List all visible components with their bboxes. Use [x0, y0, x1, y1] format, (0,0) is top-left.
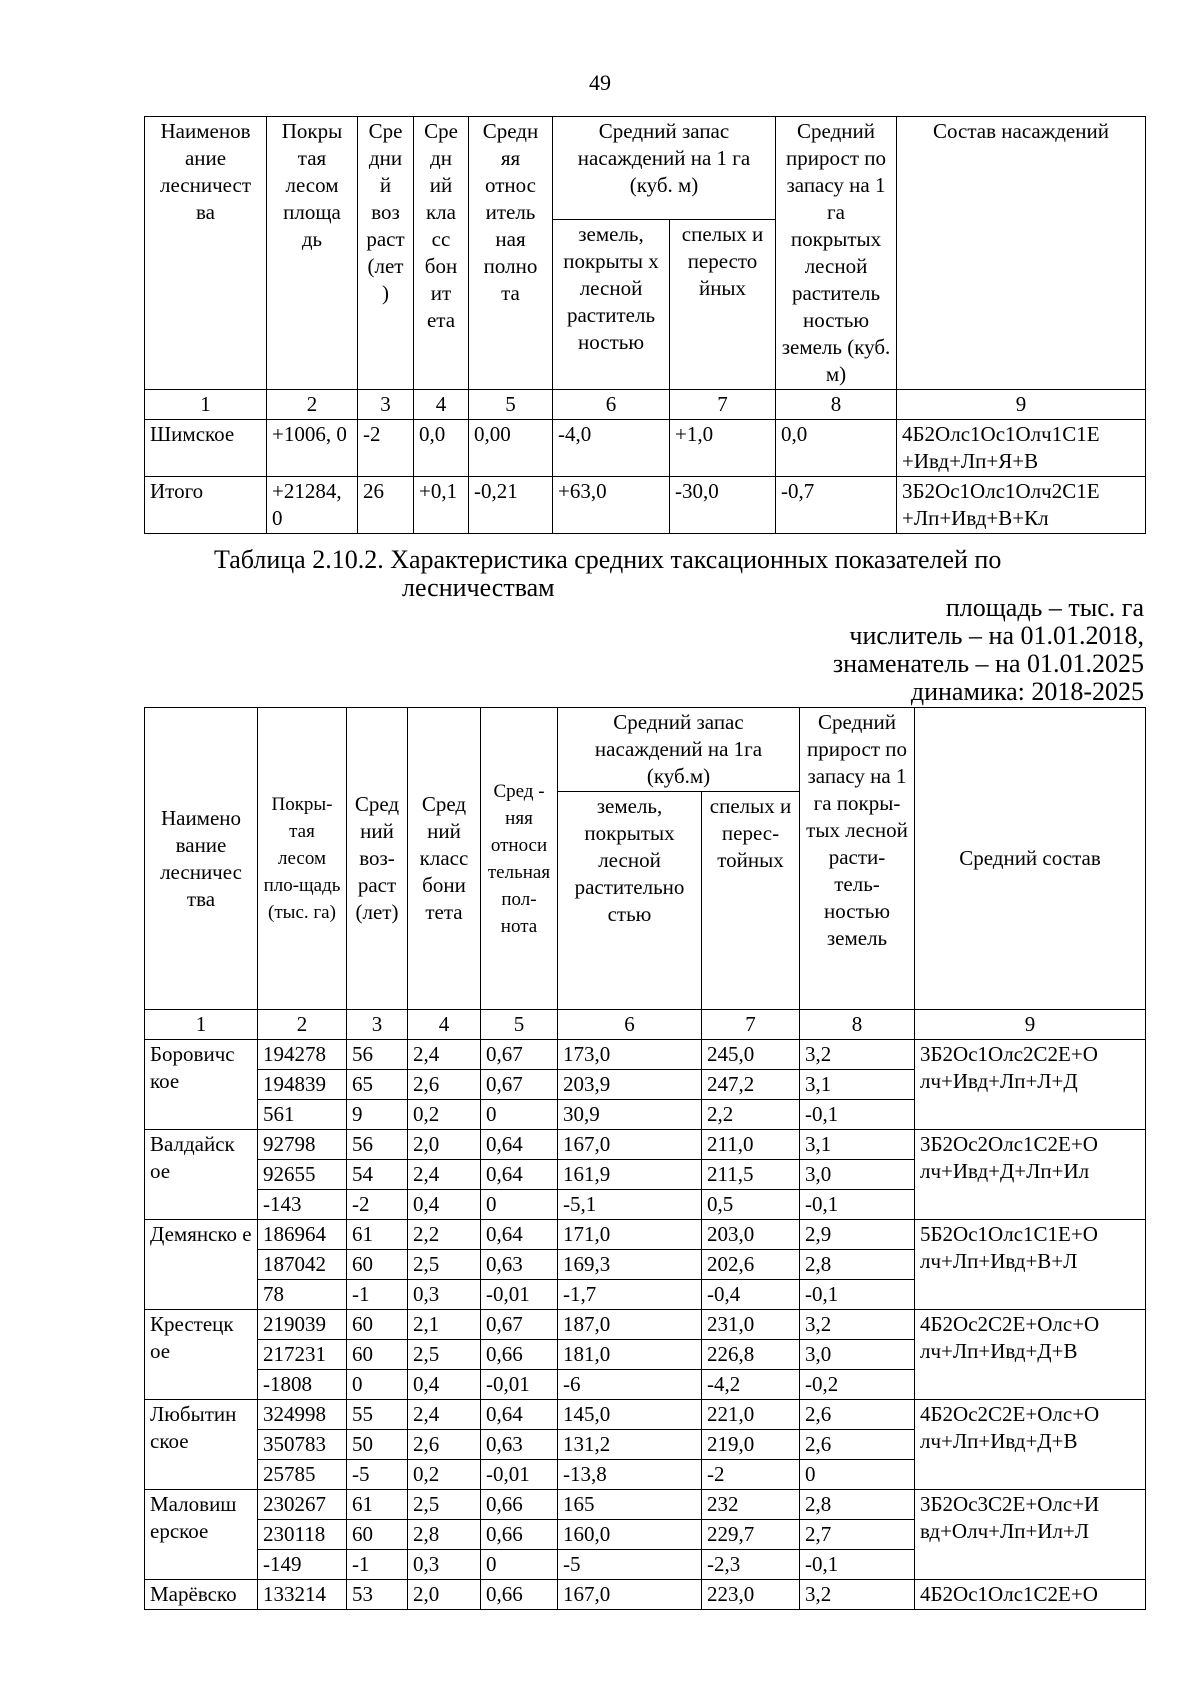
cell-stock-mature: 232: [702, 1490, 800, 1520]
cell-bonitet: 2,8: [408, 1520, 481, 1550]
cell-bonitet: 2,2: [408, 1220, 481, 1250]
header-name: Наимено вание лесничес тва: [145, 708, 258, 1010]
cell-stock-mature: 202,6: [702, 1250, 800, 1280]
cell-density: 0,63: [481, 1250, 558, 1280]
cell-stock-covered: -4,0: [553, 420, 670, 477]
table-row: [145, 1040, 1146, 1070]
table-row: [145, 420, 1146, 477]
cell-age: 50: [347, 1430, 408, 1460]
column-number: 6: [553, 390, 670, 420]
cell-area: 350783: [258, 1430, 347, 1460]
column-number: 8: [800, 1010, 915, 1040]
cell-growth: 2,6: [800, 1430, 915, 1460]
cell-bonitet: 0,4: [408, 1190, 481, 1220]
cell-growth: 3,0: [800, 1340, 915, 1370]
cell-bonitet: 2,0: [408, 1130, 481, 1160]
cell-bonitet: 0,4: [408, 1370, 481, 1400]
column-number: 5: [469, 390, 553, 420]
cell-age: 53: [347, 1580, 408, 1610]
column-number: 1: [145, 390, 267, 420]
table-row: [145, 1400, 1146, 1430]
cell-age: 60: [347, 1310, 408, 1340]
cell-growth: 0,0: [776, 420, 897, 477]
cell-growth: -0,1: [800, 1190, 915, 1220]
header-stock-covered: земель, покрытых лесной растительно стью: [558, 792, 702, 1010]
cell-area: 194839: [258, 1070, 347, 1100]
cell-composition: 4Б2Олс1Ос1Олч1С1Е +Ивд+Лп+Я+В: [897, 420, 1146, 477]
cell-area: 25785: [258, 1460, 347, 1490]
column-number: 4: [414, 390, 469, 420]
header-age: Сред ний воз- раст (лет): [347, 708, 408, 1010]
cell-stock-mature: 211,0: [702, 1130, 800, 1160]
cell-density: 0,67: [481, 1070, 558, 1100]
cell-stock-covered: 169,3: [558, 1250, 702, 1280]
cell-stock-covered: 161,9: [558, 1160, 702, 1190]
forestry-name: Валдайск ое: [145, 1130, 258, 1220]
forestry-name: Боровичс кое: [145, 1040, 258, 1130]
column-number: 2: [258, 1010, 347, 1040]
cell-stock-covered: -13,8: [558, 1460, 702, 1490]
cell-growth: -0,1: [800, 1550, 915, 1580]
column-number: 5: [481, 1010, 558, 1040]
cell-composition: 3Б2Ос1Олс2С2Е+О лч+Ивд+Лп+Л+Д: [915, 1040, 1146, 1130]
cell-density: 0,64: [481, 1130, 558, 1160]
cell-area: 133214: [258, 1580, 347, 1610]
cell-composition: 3Б2Ос1Олс1Олч2С1Е +Лп+Ивд+В+Кл: [897, 477, 1146, 534]
cell-stock-covered: -1,7: [558, 1280, 702, 1310]
header-stock-mature: спелых и перес- тойных: [702, 792, 800, 1010]
cell-stock-mature: 211,5: [702, 1160, 800, 1190]
cell-stock-covered: 171,0: [558, 1220, 702, 1250]
forestry-indicators-table: [144, 707, 1146, 1610]
cell-bonitet: 2,5: [408, 1340, 481, 1370]
cell-area: 230267: [258, 1490, 347, 1520]
column-number: 7: [670, 390, 776, 420]
column-number: 2: [267, 390, 358, 420]
cell-stock-mature: 221,0: [702, 1400, 800, 1430]
cell-area: 186964: [258, 1220, 347, 1250]
cell-age: 65: [347, 1070, 408, 1100]
cell-stock-covered: 160,0: [558, 1520, 702, 1550]
header-composition: Состав насаждений: [897, 117, 1146, 390]
cell-stock-mature: 231,0: [702, 1310, 800, 1340]
column-number: 1: [145, 1010, 258, 1040]
column-number: 7: [702, 1010, 800, 1040]
cell-growth: 3,1: [800, 1070, 915, 1100]
header-density: Средн яя относ итель ная полно та: [469, 117, 553, 390]
cell-age: 0: [347, 1370, 408, 1400]
cell-bonitet: +0,1: [414, 477, 469, 534]
cell-bonitet: 0,2: [408, 1100, 481, 1130]
forestry-name: Маловиш ерское: [145, 1490, 258, 1580]
cell-growth: -0,2: [800, 1370, 915, 1400]
forestry-name: Итого: [145, 477, 267, 534]
forestry-name: Крестецк ое: [145, 1310, 258, 1400]
units-note: [833, 594, 1144, 706]
cell-age: 60: [347, 1520, 408, 1550]
cell-stock-mature: 2,2: [702, 1100, 800, 1130]
cell-stock-mature: 219,0: [702, 1430, 800, 1460]
table-row: [145, 1220, 1146, 1250]
cell-area: 92655: [258, 1160, 347, 1190]
column-number: 6: [558, 1010, 702, 1040]
cell-stock-mature: -30,0: [670, 477, 776, 534]
cell-density: 0,67: [481, 1310, 558, 1340]
cell-age: 61: [347, 1220, 408, 1250]
header-age: Сре дни й воз раст (лет ): [358, 117, 414, 390]
column-numbers-row: [145, 390, 1146, 420]
cell-stock-mature: -2: [702, 1460, 800, 1490]
cell-area: -1808: [258, 1370, 347, 1400]
cell-area: 187042: [258, 1250, 347, 1280]
forestry-name: Марёвско: [145, 1580, 258, 1610]
cell-stock-mature: -2,3: [702, 1550, 800, 1580]
column-number: 8: [776, 390, 897, 420]
cell-growth: 3,1: [800, 1130, 915, 1160]
cell-stock-covered: 165: [558, 1490, 702, 1520]
cell-stock-covered: 145,0: [558, 1400, 702, 1430]
cell-composition: 5Б2Ос1Олс1С1Е+О лч+Лп+Ивд+В+Л: [915, 1220, 1146, 1310]
cell-area: 230118: [258, 1520, 347, 1550]
caption-line: лесничествам: [402, 573, 555, 602]
cell-age: 56: [347, 1130, 408, 1160]
cell-density: -0,01: [481, 1460, 558, 1490]
cell-density: 0,64: [481, 1400, 558, 1430]
header-growth: Средний прирост по запасу на 1 га покры- тых лесной расти- тель- ностью земель: [800, 708, 915, 1010]
cell-density: -0,01: [481, 1280, 558, 1310]
header-stock-group: Средний запас насаждений на 1га (куб.м): [558, 708, 800, 792]
cell-growth: 3,2: [800, 1040, 915, 1070]
cell-age: 60: [347, 1340, 408, 1370]
cell-growth: -0,1: [800, 1100, 915, 1130]
cell-density: 0,00: [469, 420, 553, 477]
table-row: [145, 477, 1146, 534]
cell-area: -149: [258, 1550, 347, 1580]
cell-growth: 0: [800, 1460, 915, 1490]
cell-composition: 3Б2Ос2Олс1С2Е+О лч+Ивд+Д+Лп+Ил: [915, 1130, 1146, 1220]
cell-density: 0,66: [481, 1340, 558, 1370]
cell-growth: 3,2: [800, 1310, 915, 1340]
cell-area: 78: [258, 1280, 347, 1310]
forestry-name: Любытин ское: [145, 1400, 258, 1490]
header-composition: Средний состав: [915, 708, 1146, 1010]
cell-stock-covered: 181,0: [558, 1340, 702, 1370]
cell-growth: 2,8: [800, 1250, 915, 1280]
caption-line: Таблица 2.10.2. Характеристика средних таксационных показателей по: [214, 545, 1002, 574]
cell-area: 324998: [258, 1400, 347, 1430]
cell-stock-covered: 30,9: [558, 1100, 702, 1130]
cell-bonitet: 2,4: [408, 1160, 481, 1190]
cell-area: +1006, 0: [267, 420, 358, 477]
table-row: [145, 1310, 1146, 1340]
header-bonitet: Сре дн ий кла сс бон ит ета: [414, 117, 469, 390]
cell-stock-covered: 167,0: [558, 1130, 702, 1160]
table-row: [145, 1580, 1146, 1610]
cell-density: 0: [481, 1100, 558, 1130]
header-density: Сред - няя относи тельная пол- нота: [481, 708, 558, 1010]
cell-bonitet: 0,2: [408, 1460, 481, 1490]
cell-age: -2: [358, 420, 414, 477]
table-row: [145, 1490, 1146, 1520]
cell-growth: 2,6: [800, 1400, 915, 1430]
cell-area: 92798: [258, 1130, 347, 1160]
cell-stock-mature: 223,0: [702, 1580, 800, 1610]
cell-bonitet: 0,3: [408, 1550, 481, 1580]
units-area: площадь – тыс. га: [945, 593, 1144, 622]
forestry-name: Демянско е: [145, 1220, 258, 1310]
cell-area: -143: [258, 1190, 347, 1220]
column-number: 9: [897, 390, 1146, 420]
units-numerator: числитель – на 01.01.2018,: [849, 621, 1144, 650]
cell-age: 55: [347, 1400, 408, 1430]
cell-composition: 4Б2Ос2С2Е+Олс+О лч+Лп+Ивд+Д+В: [915, 1310, 1146, 1400]
header-area: Покры- тая лесом пло-щадь (тыс. га): [258, 708, 347, 1010]
cell-stock-covered: 173,0: [558, 1040, 702, 1070]
cell-stock-mature: 247,2: [702, 1070, 800, 1100]
header-name: Наименов ание лесничест ва: [145, 117, 267, 390]
cell-density: 0,66: [481, 1490, 558, 1520]
header-stock-covered: земель, покрыты х лесной раститель ностью: [553, 220, 670, 390]
header-growth: Средний прирост по запасу на 1 га покрытых лесной раститель ностью земель (куб. м): [776, 117, 897, 390]
cell-stock-covered: -5: [558, 1550, 702, 1580]
cell-growth: -0,7: [776, 477, 897, 534]
column-numbers-row: [145, 1010, 1146, 1040]
table-row: [145, 1130, 1146, 1160]
cell-bonitet: 2,6: [408, 1070, 481, 1100]
cell-stock-mature: 226,8: [702, 1340, 800, 1370]
header-stock-group: Средний запас насаждений на 1 га (куб. м): [553, 117, 776, 220]
cell-growth: 3,2: [800, 1580, 915, 1610]
cell-stock-mature: 0,5: [702, 1190, 800, 1220]
cell-stock-covered: 131,2: [558, 1430, 702, 1460]
cell-growth: 2,9: [800, 1220, 915, 1250]
cell-age: 56: [347, 1040, 408, 1070]
cell-density: 0: [481, 1550, 558, 1580]
cell-density: 0,67: [481, 1040, 558, 1070]
cell-age: 54: [347, 1160, 408, 1190]
cell-density: 0,66: [481, 1580, 558, 1610]
cell-stock-covered: 187,0: [558, 1310, 702, 1340]
cell-composition: 3Б2Ос3С2Е+Олс+И вд+Олч+Лп+Ил+Л: [915, 1490, 1146, 1580]
forestry-name: Шимское: [145, 420, 267, 477]
cell-age: 61: [347, 1490, 408, 1520]
cell-area: 217231: [258, 1340, 347, 1370]
cell-age: 60: [347, 1250, 408, 1280]
column-number: 3: [347, 1010, 408, 1040]
cell-density: -0,21: [469, 477, 553, 534]
cell-bonitet: 2,6: [408, 1430, 481, 1460]
header-bonitet: Сред ний класс бони тета: [408, 708, 481, 1010]
column-number: 4: [408, 1010, 481, 1040]
cell-density: 0: [481, 1190, 558, 1220]
cell-stock-covered: 167,0: [558, 1580, 702, 1610]
cell-stock-mature: 245,0: [702, 1040, 800, 1070]
units-dynamics: динамика: 2018-2025: [910, 677, 1144, 706]
cell-age: 9: [347, 1100, 408, 1130]
page-number: 49: [589, 70, 611, 95]
cell-bonitet: 2,4: [408, 1400, 481, 1430]
cell-stock-mature: 229,7: [702, 1520, 800, 1550]
cell-composition: 4Б2Ос2С2Е+Олс+О лч+Лп+Ивд+Д+В: [915, 1400, 1146, 1490]
cell-stock-covered: -6: [558, 1370, 702, 1400]
table-continuation: [144, 116, 1146, 534]
cell-bonitet: 2,0: [408, 1580, 481, 1610]
cell-area: 194278: [258, 1040, 347, 1070]
cell-stock-mature: +1,0: [670, 420, 776, 477]
cell-density: 0,64: [481, 1220, 558, 1250]
header-stock-mature: спелых и пересто йных: [670, 220, 776, 390]
cell-growth: 2,8: [800, 1490, 915, 1520]
cell-age: -1: [347, 1280, 408, 1310]
cell-bonitet: 2,1: [408, 1310, 481, 1340]
cell-age: 26: [358, 477, 414, 534]
cell-density: 0,63: [481, 1430, 558, 1460]
cell-growth: 3,0: [800, 1160, 915, 1190]
cell-bonitet: 2,5: [408, 1490, 481, 1520]
cell-area: 219039: [258, 1310, 347, 1340]
cell-growth: 2,7: [800, 1520, 915, 1550]
cell-stock-mature: 203,0: [702, 1220, 800, 1250]
cell-density: 0,66: [481, 1520, 558, 1550]
cell-bonitet: 0,0: [414, 420, 469, 477]
column-number: 3: [358, 390, 414, 420]
header-area: Покры тая лесом площа дь: [267, 117, 358, 390]
cell-bonitet: 0,3: [408, 1280, 481, 1310]
cell-stock-covered: 203,9: [558, 1070, 702, 1100]
cell-composition: 4Б2Ос1Олс1С2Е+О: [915, 1580, 1146, 1610]
cell-stock-covered: -5,1: [558, 1190, 702, 1220]
cell-area: +21284, 0: [267, 477, 358, 534]
cell-density: -0,01: [481, 1370, 558, 1400]
cell-stock-mature: -4,2: [702, 1370, 800, 1400]
cell-stock-mature: -0,4: [702, 1280, 800, 1310]
cell-bonitet: 2,5: [408, 1250, 481, 1280]
column-number: 9: [915, 1010, 1146, 1040]
cell-age: -5: [347, 1460, 408, 1490]
cell-density: 0,64: [481, 1160, 558, 1190]
cell-bonitet: 2,4: [408, 1040, 481, 1070]
cell-age: -1: [347, 1550, 408, 1580]
cell-stock-covered: +63,0: [553, 477, 670, 534]
cell-age: -2: [347, 1190, 408, 1220]
cell-area: 561: [258, 1100, 347, 1130]
units-denominator: знаменатель – на 01.01.2025: [832, 649, 1144, 678]
cell-growth: -0,1: [800, 1280, 915, 1310]
